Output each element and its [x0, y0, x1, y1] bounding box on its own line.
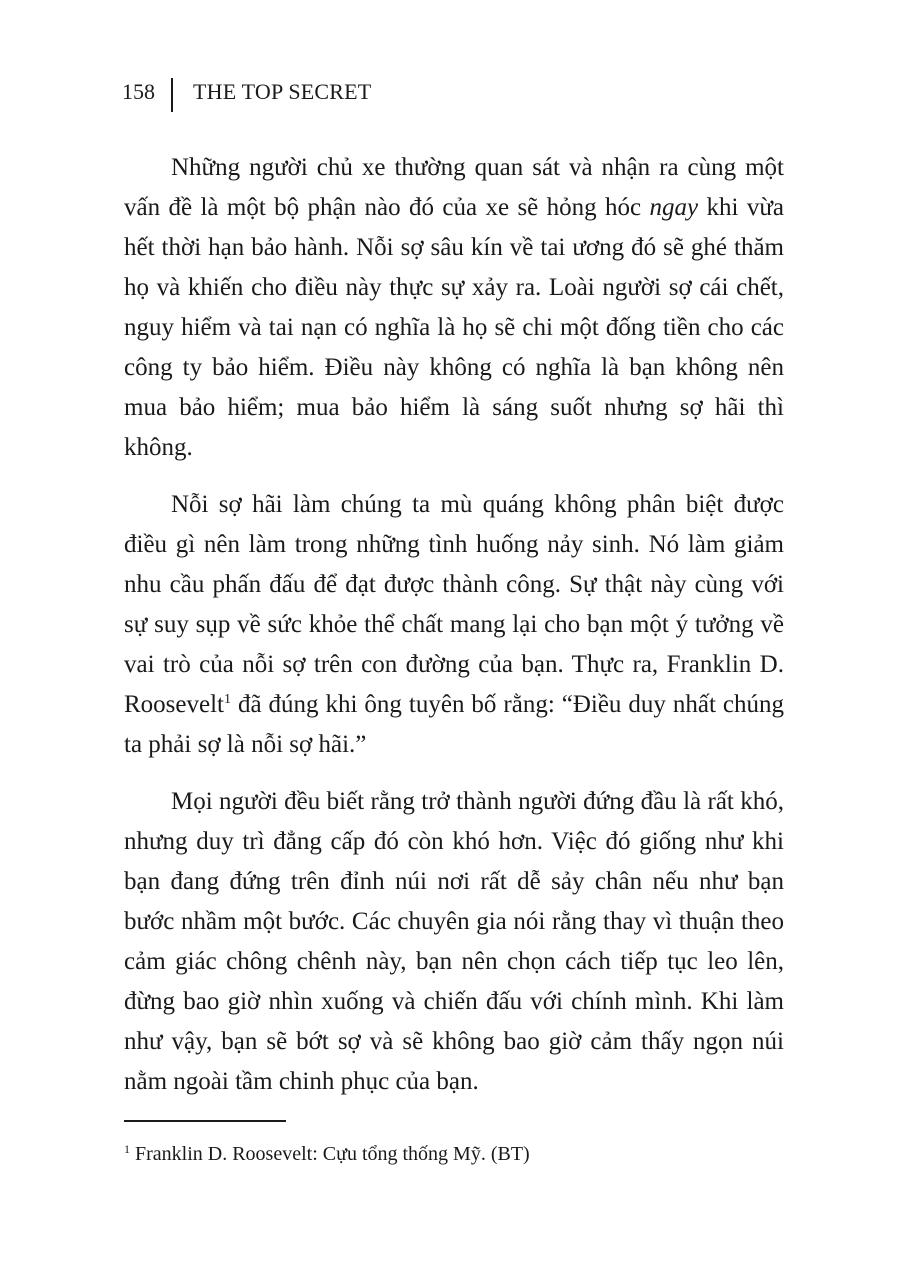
header-divider: [171, 78, 173, 112]
paragraph-1-text-end: khi vừa hết thời hạn bảo hành. Nỗi sợ sâu kín về tai ương đó sẽ ghé thăm họ và khiến cho điều này thực sự xảy ra. Loài người sợ cái chết, nguy hiểm và tai nạn có nghĩa là họ sẽ chi một đống tiền cho các công ty bảo hiểm. Điều này không có nghĩa là bạn không nên mua bảo hiểm; mua bảo hiểm là sáng suốt nhưng sợ hãi thì không.: [124, 194, 785, 461]
footnote-text: Franklin D. Roosevelt: Cựu tổng thống Mỹ. (BT): [130, 1143, 530, 1165]
page-number: 158: [122, 79, 155, 104]
footnote-marker: 1: [124, 1142, 130, 1156]
paragraph-2-text-start: Nỗi sợ hãi làm chúng ta mù quáng không phân biệt được điều gì nên làm trong những tình huống nảy sinh. Nó làm giảm nhu cầu phấn đấu để đạt được thành công. Sự thật này cùng với sự suy sụp về sức khỏe thể chất mang lại cho bạn một ý tưởng về vai trò của nỗi sợ trên con đường của bạn. Thực ra, Franklin D. Roosevelt: [124, 491, 784, 718]
body-text: [124, 148, 784, 1102]
footnote-reference: 1: [224, 692, 231, 707]
page-header: [122, 78, 371, 112]
paragraph-3: Mọi người đều biết rằng trở thành người đứng đầu là rất khó, nhưng duy trì đẳng cấp đó còn khó hơn. Việc đó giống như khi bạn đang đứng trên đỉnh núi nơi rất dễ sảy chân nếu như bạn bước nhầm một bước. Các chuyên gia nói rằng thay vì thuận theo cảm giác chông chênh này, bạn nên chọn cách tiếp tục leo lên, đừng bao giờ nhìn xuống và chiến đấu với chính mình. Khi làm như vậy, bạn sẽ bớt sợ và sẽ không bao giờ cảm thấy ngọn núi nằm ngoài tầm chinh phục của bạn.: [124, 788, 784, 1095]
footnote: [124, 1140, 784, 1168]
running-title: THE TOP SECRET: [193, 79, 372, 104]
footnote-rule: [124, 1120, 286, 1122]
paragraph-2: [124, 485, 784, 765]
paragraph-1: [124, 148, 784, 468]
paragraph-2-text-end: đã đúng khi ông tuyên bố rằng: “Điều duy nhất chúng ta phải sợ là nỗi sợ hãi.”: [124, 691, 784, 758]
paragraph-1-text-start: Những người chủ xe thường quan sát và nhận ra cùng một vấn đề là một bộ phận nào đó của xe sẽ hỏng hóc: [124, 154, 784, 221]
emphasis-word: ngay: [649, 194, 699, 221]
